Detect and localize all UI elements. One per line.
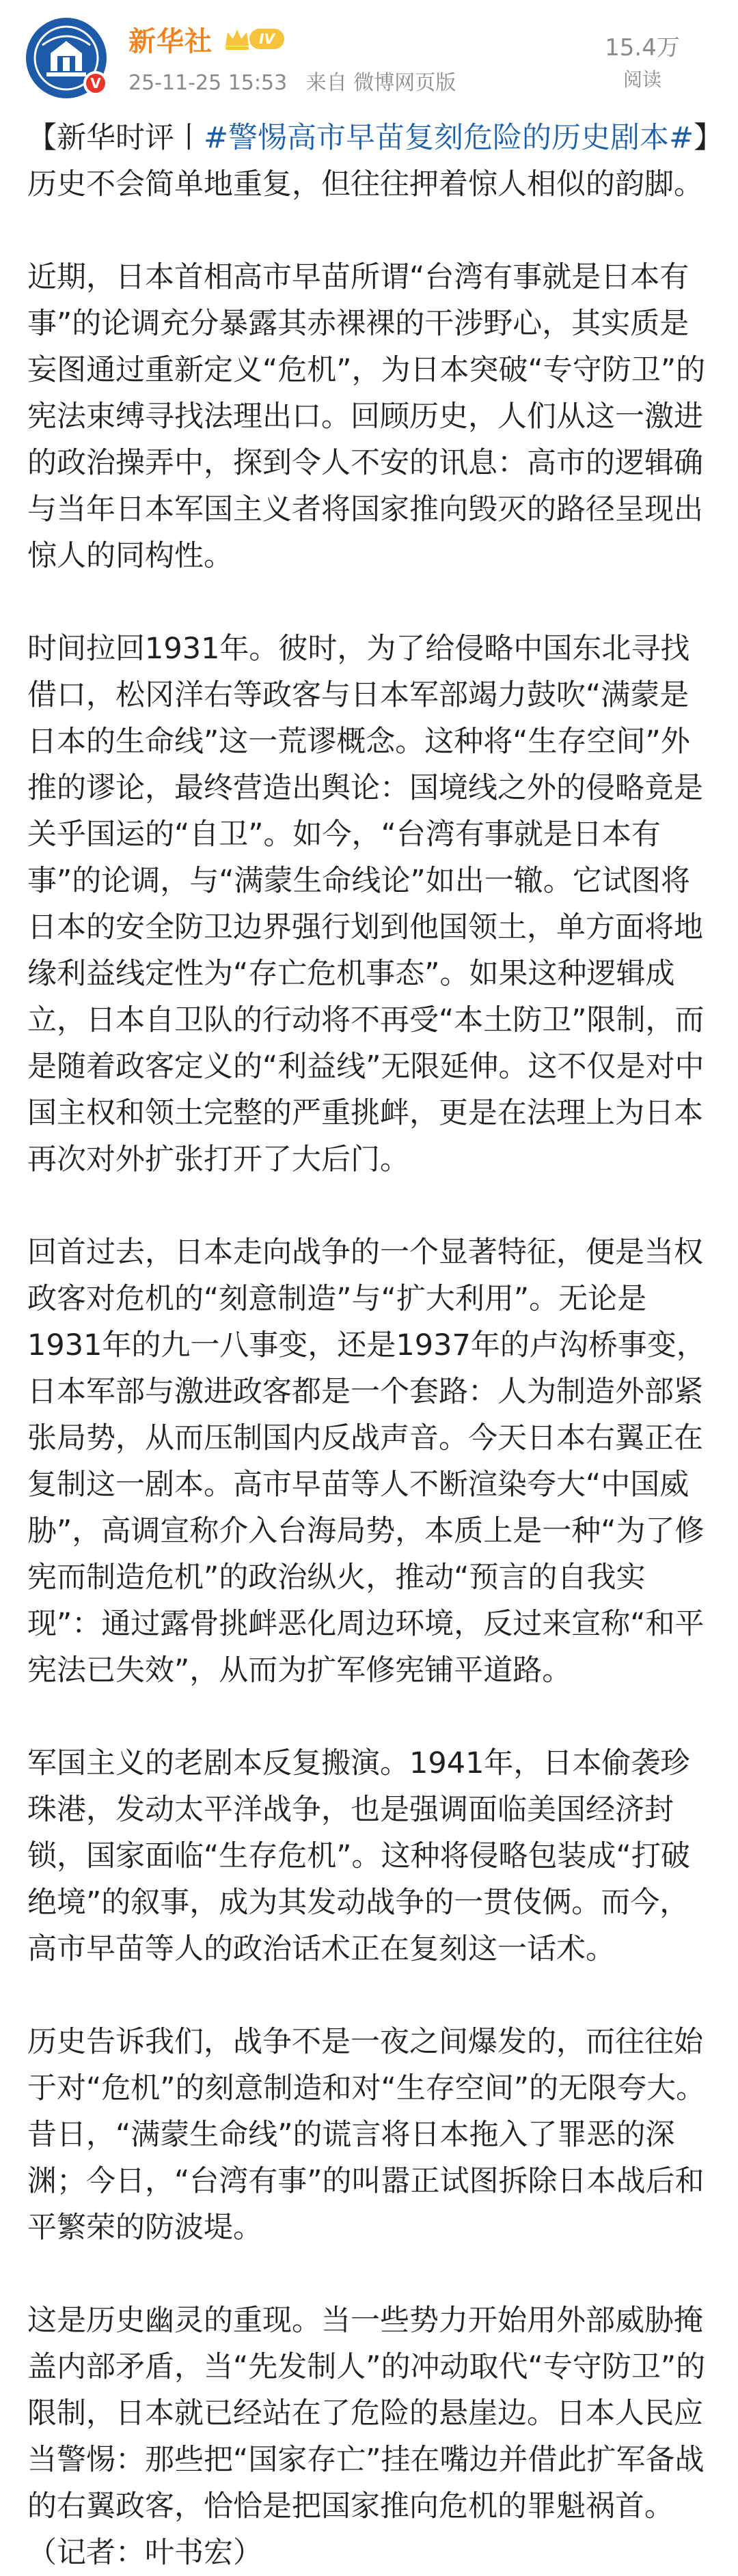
crown-icon — [223, 27, 251, 51]
body-paragraph: 军国主义的老剧本反复搬演。1941年，日本偷袭珍珠港，发动太平洋战争，也是强调面临美国经济封锁，国家面临“生存危机”。这种将侵略包装成“打破绝境”的叙事，成为其发动战争的一贯伎俩。而今，高市早苗等人的政治话术正在复刻这一话术。 — [27, 1746, 690, 1966]
post-header — [0, 0, 738, 109]
body-paragraph: 时间拉回1931年。彼时，为了给侵略中国东北寻找借口，松冈洋右等政客与日本军部竭力鼓吹“满蒙是日本的生命线”这一荒谬概念。这种将“生存空间”外推的谬论，最终营造出舆论：国境线之外的侵略竟是关乎国运的“自卫”。如今，“台湾有事就是日本有事”的论调，与“满蒙生命线论”如出一辙。它试图将日本的安全防卫边界强行划到他国领土，单方面将地缘利益线定性为“存亡危机事态”。如果这种逻辑成立，日本自卫队的行动将不再受“本土防卫”限制，而是随着政客定义的“利益线”无限延伸。这不仅是对中国主权和领土完整的严重挑衅，更是在法理上为日本再次对外扩张打开了大后门。 — [27, 632, 705, 1177]
view-count — [594, 29, 690, 92]
body-paragraph: 回首过去，日本走向战争的一个显著特征，便是当权政客对危机的“刻意制造”与“扩大利用”。无论是1931年的九一八事变，还是1937年的卢沟桥事变，日本军部与激进政客都是一个套路：人为制造外部紧张局势，从而压制国内反战声音。今天日本右翼正在复制这一剧本。高市早苗等人不断渲染夸大“中国威胁”，高调宣称介入台海局势，本质上是一种“为了修宪而制造危机”的政治纵火，推动“预言的自我实现”：通过露骨挑衅恶化周边环境，反过来宣称“和平宪法已失效”，从而为扩军修宪铺平道路。 — [27, 1235, 706, 1688]
body-paragraph: 这是历史幽灵的重现。当一些势力开始用外部威胁掩盖内部矛盾，当“先发制人”的冲动取代“专守防卫”的限制，日本就已经站在了危险的悬崖边。日本人民应当警惕：那些把“国家存亡”挂在嘴边并借此扩军备战的右翼政客，恰恰是把国家推向危机的罪魁祸首。（记者：叶书宏） — [27, 2304, 706, 2570]
lead-paragraph — [27, 115, 711, 208]
lead-prefix: 【新华时评丨 — [27, 121, 204, 155]
post-source: 来自 微博网页版 — [305, 71, 456, 95]
lead-suffix: 】历史不会简单地重复，但往往押着惊人相似的韵脚。 — [27, 121, 709, 201]
verified-badge-icon: V — [83, 71, 108, 96]
body-paragraph: 近期，日本首相高市早苗所谓“台湾有事就是日本有事”的论调充分暴露其赤裸裸的干涉野心，其实质是妄图通过重新定义“危机”，为日本突破“专守防卫”的宪法束缚寻找法理出口。回顾历史，人们从这一激进的政治操弄中，探到令人不安的讯息：高市的逻辑确与当年日本军国主义者将国家推向毁灭的路径呈现出惊人的同构性。 — [27, 260, 706, 573]
level-label: IV — [249, 29, 284, 49]
topic-hashtag-link[interactable]: #警惕高市早苗复刻危险的历史剧本# — [204, 121, 694, 155]
post-meta — [128, 66, 468, 96]
author-name[interactable]: 新华社 — [128, 25, 213, 57]
avatar[interactable] — [26, 18, 107, 98]
user-level-badge[interactable] — [223, 25, 284, 53]
post-body — [27, 115, 711, 2576]
view-count-number: 15.4万 — [605, 34, 680, 61]
view-count-label: 阅读 — [623, 68, 661, 91]
post-date: 25-11-25 15:53 — [128, 71, 288, 95]
body-paragraph: 历史告诉我们，战争不是一夜之间爆发的，而往往始于对“危机”的刻意制造和对“生存空间”的无限夸大。昔日，“满蒙生命线”的谎言将日本拖入了罪恶的深渊；今日，“台湾有事”的叫嚣正试图拆除日本战后和平繁荣的防波堤。 — [27, 2025, 706, 2245]
